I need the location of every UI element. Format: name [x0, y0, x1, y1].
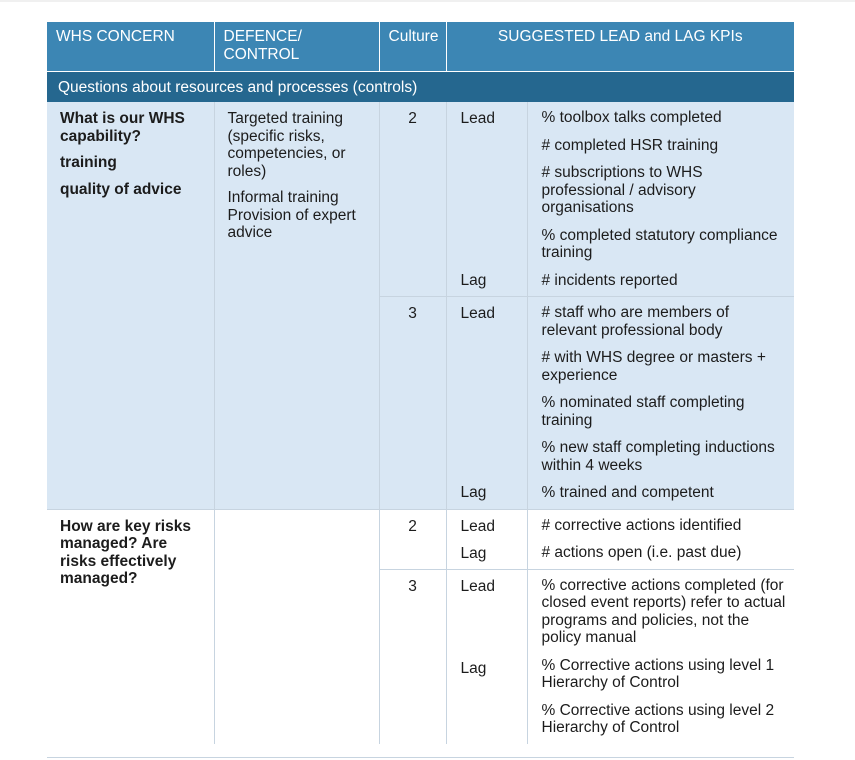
kpi-item: % completed statutory compliance training: [541, 226, 778, 261]
kpi-item: # incidents reported: [541, 271, 678, 289]
lead-label: Lead: [460, 577, 495, 595]
defence-item: Informal training Provision of expert advice: [227, 189, 356, 241]
kpi-item: # with WHS degree or masters + experience: [541, 349, 766, 384]
kpi-list-cell: [527, 297, 794, 510]
lead-label: Lead: [460, 517, 495, 535]
concern-question: What is our WHS capability?: [60, 110, 185, 145]
concern-cell: [47, 102, 214, 509]
kpi-item: # corrective actions identified: [541, 516, 742, 534]
kpi-type-cell: [446, 297, 527, 510]
kpi-item: % corrective actions completed (for closed event reports) refer to actual programs and policies, not the policy manual: [541, 576, 786, 646]
defence-cell: [214, 509, 379, 744]
header-defence-control: DEFENCE/ CONTROL: [214, 22, 379, 71]
table-row: [47, 102, 794, 297]
concern-item: quality of advice: [60, 180, 182, 198]
lag-label: Lag: [460, 660, 487, 677]
kpi-type-cell: [446, 569, 527, 744]
defence-cell: [214, 102, 379, 509]
culture-cell: 3: [379, 569, 446, 744]
kpi-item: % nominated staff completing training: [541, 394, 745, 429]
kpi-list-cell: [527, 509, 794, 569]
culture-cell: 2: [379, 509, 446, 569]
defence-item: Targeted training (specific risks, competencies, or roles): [227, 110, 346, 180]
kpi-item: % new staff completing inductions within 4 weeks: [541, 439, 775, 474]
kpi-type-cell: [446, 509, 527, 569]
lag-label: Lag: [460, 484, 487, 501]
header-kpis: SUGGESTED LEAD and LAG KPIs: [446, 22, 794, 71]
kpi-type-cell: [446, 102, 527, 297]
culture-cell: 3: [379, 297, 446, 510]
whs-kpi-table: [47, 22, 794, 744]
kpi-item: # completed HSR training: [541, 136, 719, 154]
lead-label: Lead: [460, 110, 495, 127]
lead-label: Lead: [460, 305, 495, 322]
header-whs-concern: WHS CONCERN: [47, 22, 214, 71]
concern-question: How are key risks managed? Are risks effectively managed?: [60, 517, 191, 587]
kpi-item: % toolbox talks completed: [541, 109, 722, 126]
kpi-list-cell: [527, 102, 794, 297]
section-title: Questions about resources and processes (controls): [47, 71, 794, 102]
lag-label: Lag: [460, 271, 487, 289]
kpi-item: # subscriptions to WHS professional / advisory organisations: [541, 164, 703, 216]
header-culture: Culture: [379, 22, 446, 71]
kpi-list-cell: [527, 569, 794, 744]
table-bottom-rule: [47, 757, 794, 758]
concern-item: training: [60, 154, 117, 171]
kpi-item: % Corrective actions using level 2 Hierarchy of Control: [541, 701, 775, 736]
kpi-item: # actions open (i.e. past due): [541, 544, 742, 561]
table-row: [47, 509, 794, 569]
table-header-row: [47, 22, 794, 71]
lag-label: Lag: [460, 545, 487, 562]
kpi-item: # staff who are members of relevant professional body: [541, 304, 730, 339]
kpi-item: % Corrective actions using level 1 Hierarchy of Control: [541, 656, 775, 691]
concern-cell: [47, 509, 214, 744]
culture-cell: 2: [379, 102, 446, 297]
kpi-item: % trained and competent: [541, 484, 714, 501]
section-row: [47, 71, 794, 102]
page-top-divider: [0, 0, 855, 2]
